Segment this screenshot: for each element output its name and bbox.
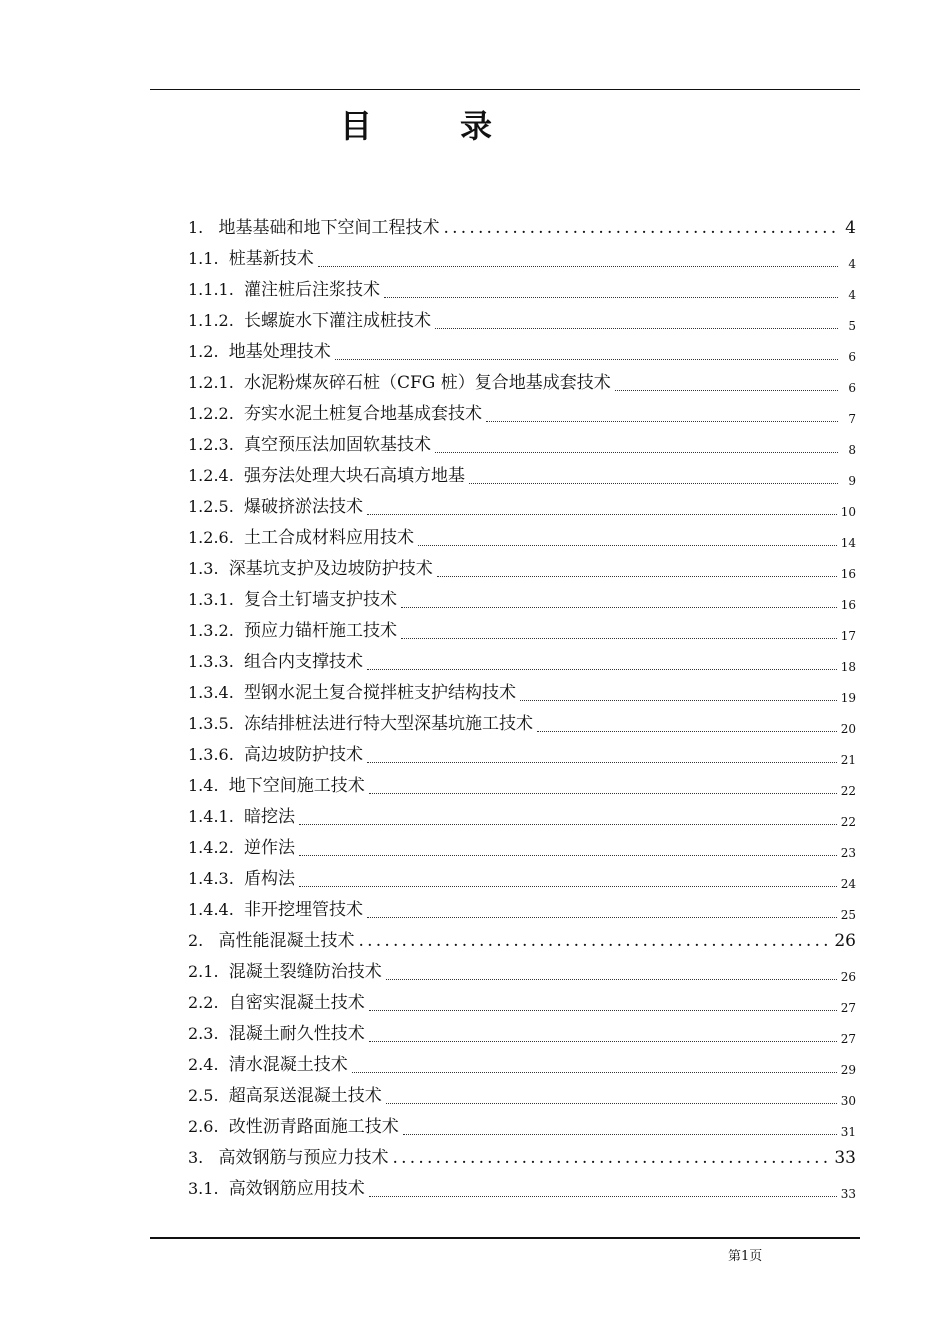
toc-entry-number: 1.3.4. — [188, 683, 244, 702]
toc-entry-number: 2.6. — [188, 1117, 229, 1136]
toc-entry-number: 1.4.1. — [188, 807, 244, 826]
toc-entry-page: 29 — [840, 1063, 856, 1077]
toc-entry-title: 爆破挤淤法技术 — [243, 497, 363, 517]
toc-entry-title: 土工合成材料应用技术 — [243, 528, 414, 548]
toc-entry[interactable] — [188, 924, 856, 955]
toc-entry-page: 26 — [834, 931, 856, 951]
title-char-2: 录 — [460, 107, 493, 145]
toc-entry-title: 改性沥青路面施工技术 — [228, 1117, 399, 1137]
toc-dot-leader — [369, 1010, 837, 1011]
toc-dot-leader — [367, 917, 837, 918]
toc-dot-leader — [435, 452, 838, 453]
toc-entry[interactable] — [188, 800, 856, 831]
toc-dot-leader — [352, 1072, 837, 1073]
toc-entry-page: 4 — [848, 288, 856, 302]
toc-entry-page: 33 — [840, 1187, 856, 1201]
toc-entry-number: 1.3.1. — [188, 590, 244, 609]
toc-entry-number: 3. — [188, 1148, 219, 1167]
toc-entry-page: 19 — [840, 691, 856, 705]
toc-dot-leader — [367, 669, 837, 670]
toc-entry-title: 混凝土裂缝防治技术 — [228, 962, 382, 982]
toc-entry-number: 1.4.4. — [188, 900, 244, 919]
toc-entry[interactable] — [188, 955, 856, 986]
toc-entry-title: 水泥粉煤灰碎石桩（CFG 桩）复合地基成套技术 — [243, 373, 611, 393]
toc-entry-number: 1.4. — [188, 776, 229, 795]
toc-entry-page: 9 — [848, 474, 856, 488]
toc-entry-number: 1.1. — [188, 249, 229, 268]
toc-entry[interactable] — [188, 335, 856, 366]
toc-entry[interactable] — [188, 645, 856, 676]
toc-entry[interactable] — [188, 986, 856, 1017]
toc-entry-page: 8 — [848, 443, 856, 457]
toc-entry[interactable] — [188, 521, 856, 552]
toc-entry-page: 20 — [840, 722, 856, 736]
toc-entry-number: 1.1.1. — [188, 280, 244, 299]
toc-entry-number: 1.2. — [188, 342, 229, 361]
toc-entry-page: 17 — [840, 629, 856, 643]
toc-entry-page: 5 — [848, 319, 856, 333]
toc-entry-title: 强夯法处理大块石高填方地基 — [243, 466, 465, 486]
toc-entry[interactable] — [188, 552, 856, 583]
toc-dot-leader — [437, 576, 837, 577]
toc-entry-page: 7 — [848, 412, 856, 426]
toc-entry[interactable] — [188, 1079, 856, 1110]
toc-entry-number: 1.2.4. — [188, 466, 244, 485]
toc-entry-title: 高效钢筋应用技术 — [228, 1179, 365, 1199]
toc-dot-leader — [520, 700, 837, 701]
toc-entry[interactable] — [188, 242, 856, 273]
toc-entry[interactable] — [188, 862, 856, 893]
toc-dot-leader — [359, 931, 829, 951]
toc-entry-number: 1. — [188, 218, 219, 237]
toc-entry-title: 自密实混凝土技术 — [228, 993, 365, 1013]
toc-entry-page: 27 — [840, 1032, 856, 1046]
toc-entry-number: 1.2.1. — [188, 373, 244, 392]
toc-entry[interactable] — [188, 397, 856, 428]
page-number: 第1页 — [728, 1249, 763, 1264]
toc-entry-page: 18 — [840, 660, 856, 674]
toc-entry[interactable] — [188, 1048, 856, 1079]
toc-dot-leader — [486, 421, 838, 422]
toc-entry-number: 1.2.5. — [188, 497, 244, 516]
toc-entry-page: 21 — [840, 753, 856, 767]
toc-entry-title: 暗挖法 — [243, 807, 295, 827]
toc-dot-leader — [384, 297, 838, 298]
toc-entry[interactable] — [188, 614, 856, 645]
toc-entry[interactable] — [188, 831, 856, 862]
toc-entry-page: 25 — [840, 908, 856, 922]
toc-entry-title: 高边坡防护技术 — [243, 745, 363, 765]
toc-dot-leader — [367, 514, 837, 515]
toc-dot-leader — [393, 1148, 829, 1168]
toc-entry-title: 逆作法 — [243, 838, 295, 858]
toc-entry-number: 2.2. — [188, 993, 229, 1012]
toc-entry-number: 3.1. — [188, 1179, 229, 1198]
toc-dot-leader — [299, 855, 837, 856]
toc-entry-title: 灌注桩后注浆技术 — [243, 280, 380, 300]
toc-entry[interactable] — [188, 459, 856, 490]
toc-entry[interactable] — [188, 1141, 856, 1172]
toc-entry[interactable] — [188, 428, 856, 459]
toc-entry[interactable] — [188, 490, 856, 521]
toc-dot-leader — [318, 266, 838, 267]
toc-entry-page: 33 — [834, 1148, 856, 1168]
toc-dot-leader — [386, 979, 837, 980]
toc-entry[interactable] — [188, 273, 856, 304]
toc-entry-page: 31 — [840, 1125, 856, 1139]
toc-dot-leader — [401, 638, 837, 639]
toc-entry-title: 高效钢筋与预应力技术 — [218, 1148, 389, 1168]
toc-entry[interactable] — [188, 1110, 856, 1141]
toc-entry-number: 1.4.3. — [188, 869, 244, 888]
toc-dot-leader — [369, 793, 837, 794]
toc-entry-number: 2. — [188, 931, 219, 950]
page-title — [150, 104, 860, 154]
toc-entry-number: 2.5. — [188, 1086, 229, 1105]
toc-entry-number: 1.2.3. — [188, 435, 244, 454]
toc-dot-leader — [615, 390, 838, 391]
toc-entry-number: 1.2.2. — [188, 404, 244, 423]
toc-entry-title: 型钢水泥土复合搅拌桩支护结构技术 — [243, 683, 516, 703]
toc-entry-title: 深基坑支护及边坡防护技术 — [228, 559, 433, 579]
toc-dot-leader — [444, 218, 836, 238]
toc-entry-page: 26 — [840, 970, 856, 984]
toc-entry-page: 10 — [840, 505, 856, 519]
toc-entry[interactable] — [188, 366, 856, 397]
toc-entry-page: 14 — [840, 536, 856, 550]
toc-dot-leader — [335, 359, 838, 360]
toc-entry-title: 混凝土耐久性技术 — [228, 1024, 365, 1044]
toc-entry-title: 盾构法 — [243, 869, 295, 889]
toc-entry[interactable] — [188, 583, 856, 614]
footer-rule — [150, 1237, 860, 1239]
toc-entry-number: 1.3.2. — [188, 621, 244, 640]
toc-entry-title: 长螺旋水下灌注成桩技术 — [243, 311, 431, 331]
toc-entry-title: 组合内支撑技术 — [243, 652, 363, 672]
toc-entry-page: 4 — [845, 218, 856, 238]
toc-entry-page: 6 — [848, 381, 856, 395]
toc-dot-leader — [537, 731, 837, 732]
toc-dot-leader — [369, 1196, 837, 1197]
toc-entry-page: 27 — [840, 1001, 856, 1015]
toc-entry-title: 真空预压法加固软基技术 — [243, 435, 431, 455]
toc-dot-leader — [386, 1103, 837, 1104]
toc-entry-title: 预应力锚杆施工技术 — [243, 621, 397, 641]
toc-entry-number: 1.3.5. — [188, 714, 244, 733]
toc-entry-title: 地下空间施工技术 — [228, 776, 365, 796]
toc-entry-number: 1.3.3. — [188, 652, 244, 671]
toc-entry-title: 复合土钉墙支护技术 — [243, 590, 397, 610]
toc-entry[interactable] — [188, 707, 856, 738]
toc-entry-number: 2.4. — [188, 1055, 229, 1074]
toc-dot-leader — [435, 328, 838, 329]
toc-dot-leader — [367, 762, 837, 763]
toc-dot-leader — [418, 545, 837, 546]
toc-entry[interactable] — [188, 769, 856, 800]
toc-entry-page: 24 — [840, 877, 856, 891]
toc-entry-title: 非开挖埋管技术 — [243, 900, 363, 920]
toc-entry-number: 2.1. — [188, 962, 229, 981]
toc-entry[interactable] — [188, 1172, 856, 1203]
toc-entry-page: 23 — [840, 846, 856, 860]
toc-entry[interactable] — [188, 304, 856, 335]
toc-entry-number: 1.2.6. — [188, 528, 244, 547]
toc-dot-leader — [369, 1041, 837, 1042]
toc-dot-leader — [469, 483, 838, 484]
toc-entry-page: 16 — [840, 598, 856, 612]
toc-entry-title: 超高泵送混凝土技术 — [228, 1086, 382, 1106]
toc-entry-page: 22 — [840, 815, 856, 829]
toc-entry-title: 高性能混凝土技术 — [218, 931, 355, 951]
toc-entry-number: 1.3.6. — [188, 745, 244, 764]
toc-entry-page: 6 — [848, 350, 856, 364]
toc-entry[interactable] — [188, 893, 856, 924]
toc-dot-leader — [299, 886, 837, 887]
toc-entry[interactable] — [188, 676, 856, 707]
toc-entry-title: 夯实水泥土桩复合地基成套技术 — [243, 404, 482, 424]
toc-entry[interactable] — [188, 1017, 856, 1048]
toc-entry-number: 1.3. — [188, 559, 229, 578]
toc-dot-leader — [403, 1134, 837, 1135]
toc-entry-page: 4 — [848, 257, 856, 271]
toc-entry[interactable] — [188, 738, 856, 769]
toc-dot-leader — [299, 824, 837, 825]
toc-entry-title: 清水混凝土技术 — [228, 1055, 348, 1075]
title-char-1: 目 — [340, 107, 373, 145]
toc-entry-page: 30 — [840, 1094, 856, 1108]
toc-entry-page: 16 — [840, 567, 856, 581]
toc-dot-leader — [401, 607, 837, 608]
toc-entry-number: 1.4.2. — [188, 838, 244, 857]
toc-entry[interactable] — [188, 211, 856, 242]
header-rule — [150, 89, 860, 90]
toc-entry-title: 冻结排桩法进行特大型深基坑施工技术 — [243, 714, 533, 734]
toc-entry-number: 2.3. — [188, 1024, 229, 1043]
toc-entry-title: 地基基础和地下空间工程技术 — [218, 218, 440, 238]
toc-entry-title: 桩基新技术 — [228, 249, 314, 269]
toc-entry-number: 1.1.2. — [188, 311, 244, 330]
table-of-contents — [188, 211, 856, 1203]
toc-entry-title: 地基处理技术 — [228, 342, 331, 362]
toc-entry-page: 22 — [840, 784, 856, 798]
